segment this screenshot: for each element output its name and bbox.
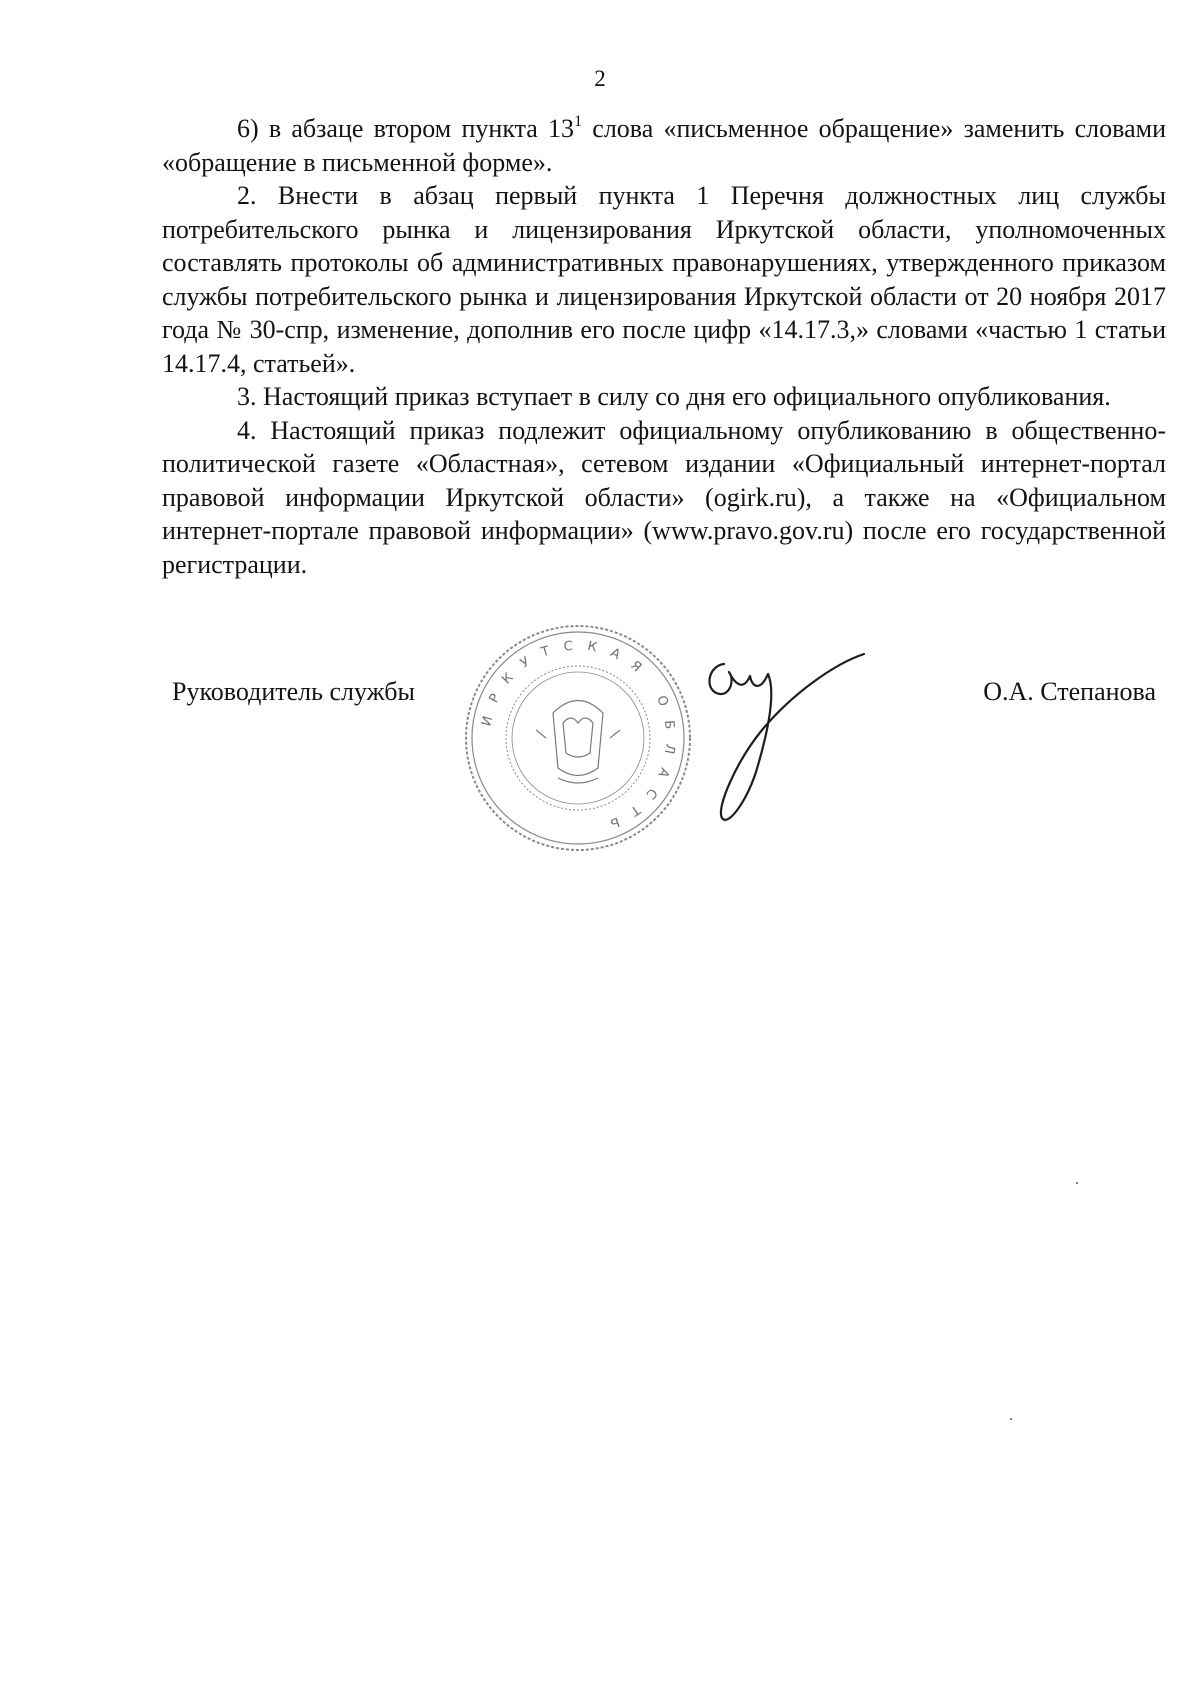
seal-ring-text: ИРКУТСКАЯ ОБЛАСТЬ	[479, 638, 678, 836]
paragraph-item-6	[162, 112, 1166, 179]
scan-speck	[1076, 1182, 1078, 1184]
emblem-icon	[536, 701, 620, 784]
paragraph-text: 6) в абзаце втором пункта 13	[237, 114, 575, 143]
svg-text:ИРКУТСКАЯ ОБЛАСТЬ	[479, 639, 677, 836]
superscript: 1	[574, 113, 583, 130]
official-seal	[458, 618, 698, 858]
signatory-name: О.А. Степанова	[983, 677, 1156, 706]
paragraph-4: 4. Настоящий приказ подлежит официальному опубликованию в общественно-политической газете «Областная», сетевом издании «Официальный интернет-портал правовой информации Иркутской области» (ogirk.ru), а также на «Официальном интернет-портале правовой информации» (www.pravo.gov.ru) после его государственной регистрации.	[162, 415, 1166, 579]
page-number: 2	[594, 66, 606, 91]
paragraph-3: 3. Настоящий приказ вступает в силу со дня его официального опубликования.	[237, 382, 1111, 411]
handwritten-signature	[702, 652, 870, 850]
paragraph-text-cont: слова «письменное обращение» заменить словами «обращение в письменной форме».	[162, 114, 1166, 177]
paragraph-2: 2. Внести в абзац первый пункта 1 Перечня должностных лиц службы потребительского рынка и лицензирования Иркутской области, уполномоченных составлять протоколы об административных правонарушениях, утвержденного приказом службы потребительского рынка и лицензирования Иркутской области от 20 ноября 2017 года № 30-спр, изменение, дополнив его после цифр «14.17.3,» словами «частью 1 статьи 14.17.4, статьей».	[162, 181, 1166, 378]
document-body	[162, 112, 1166, 581]
scan-speck	[1010, 1418, 1012, 1420]
signatory-position: Руководитель службы	[172, 677, 415, 706]
